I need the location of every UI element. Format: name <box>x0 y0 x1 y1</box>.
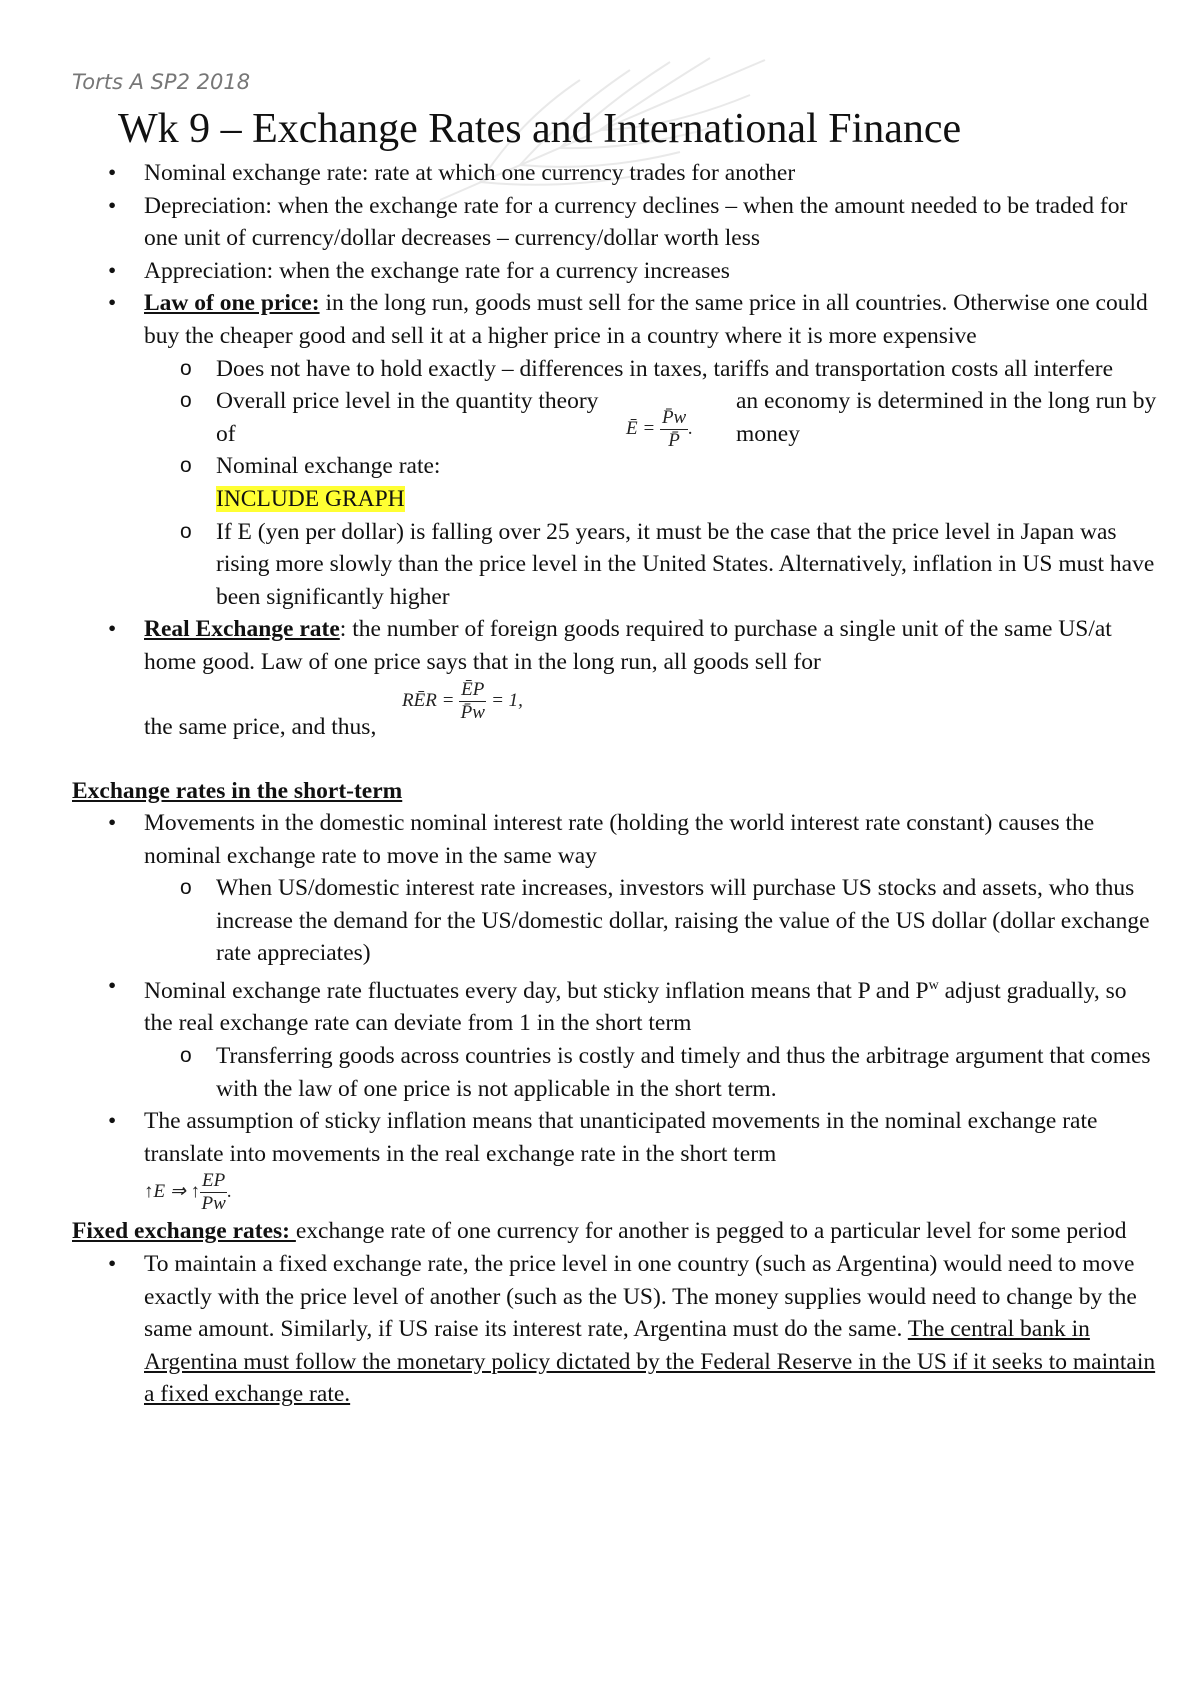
sub-list-item: o Does not have to hold exactly – differences in taxes, tariffs and transportation costs all interfere <box>144 353 1157 386</box>
sub-list-item <box>144 385 1157 450</box>
sub-list-item: o If E (yen per dollar) is falling over 25 years, it must be the case that the price level in Japan was rising more slowly than the price level in the United States. Alternatively, inflation in US must have been significantly higher <box>144 516 1157 614</box>
section-heading-short-term: Exchange rates in the short-term <box>72 777 403 804</box>
list-item: • Appreciation: when the exchange rate for a currency increases <box>72 255 1157 288</box>
list-item: • Depreciation: when the exchange rate for a currency declines – when the amount needed to be traded for one unit of currency/dollar decreases – currency/dollar worth less <box>72 190 1157 255</box>
sublist <box>144 872 1157 970</box>
bullet-icon: • <box>108 973 117 1000</box>
list-item: • The assumption of sticky inflation means that unanticipated movements in the nominal exchange rate translate into movements in the real exchange rate in the short term ↑E ⇒ ↑ $\frac{EP}{Pw}$ . <box>72 1105 1157 1215</box>
bullet-icon: • <box>108 1108 117 1135</box>
sub-list-item: o When US/domestic interest rate increases, investors will purchase US stocks and assets, who thus increase the demand for the US/domestic dollar, raising the value of the US dollar (dollar exchange rate appreciates) <box>144 872 1157 970</box>
split-row: Overall price level in the quantity theory of Ē = $\frac{P̄w}{P̄}$ . an economy is determined in the long run by money <box>216 385 1157 450</box>
bullet-icon: • <box>108 810 117 837</box>
circle-bullet-icon: o <box>180 454 192 478</box>
circle-bullet-icon: o <box>180 389 192 413</box>
formula-nominal-e: Ē = $\frac{P̄w}{P̄}$ . <box>626 407 693 452</box>
section2-list <box>72 807 1157 1215</box>
section-heading-fixed: Fixed exchange rates: <box>72 1218 296 1245</box>
formula-arrow: ↑E ⇒ ↑ $\frac{EP}{Pw}$ . <box>144 1170 232 1215</box>
bullet-icon: • <box>108 257 117 284</box>
bullet-icon: • <box>108 192 117 219</box>
underlined-conclusion: The central bank in Argentina must follow the monetary policy dictated by the Federal Reserve in the US if it seeks to maintain a fixed exchange rate. <box>144 1316 1156 1408</box>
bullet-icon: • <box>108 1251 117 1278</box>
formula-rer: RĒR = $\frac{ĒP}{P̄w}$ = 1, <box>402 678 523 723</box>
list-item: • Nominal exchange rate: rate at which one currency trades for another <box>72 157 1157 190</box>
list-item: • Movements in the domestic nominal interest rate (holding the world interest rate constant) causes the nominal exchange rate to move in the same way o When US/domestic interest rate increases, investors will purchase US stocks and assets, who thus increase the demand for the US/domestic dollar, raising the value of the US dollar (dollar exchange rate appreciates) <box>72 807 1157 970</box>
rer-formula-line: RĒR = $\frac{ĒP}{P̄w}$ = 1, the same price, and thus, <box>144 678 523 740</box>
list-item: • To maintain a fixed exchange rate, the price level in one country (such as Argentina) would need to move exactly with the price level of another (such as the US). The money supplies would need to change by the same amount. Similarly, if US raise its interest rate, Argentina must do the same. The central bank in Argentina must follow the monetary policy dictated by the Federal Reserve in the US if it seeks to maintain a fixed exchange rate. <box>72 1248 1157 1411</box>
section-fixed-exchange: Fixed exchange rates: exchange rate of one currency for another is pegged to a particular level for some period <box>72 1218 1127 1245</box>
circle-bullet-icon: o <box>180 1044 192 1068</box>
circle-bullet-icon: o <box>180 356 192 380</box>
bullet-icon: • <box>108 290 117 317</box>
page-title: Wk 9 – Exchange Rates and International Finance <box>118 106 962 152</box>
circle-bullet-icon: o <box>180 519 192 543</box>
sublist <box>144 353 1157 614</box>
list-item: • Law of one price: in the long run, goods must sell for the same price in all countries. Otherwise one could buy the cheaper good and sell it at a higher price in a country where it is more expensive o Does not have to hold exactly – differences in taxes, tariffs and transportation costs all interfere o Overall price level in the quantity theory of Ē = $\frac{P̄w}{P̄}$ . an economy is determined in the long run by money o Nominal exchange rate: INCLUDE GRAPH o If E (yen per dollar) is falling over 25 years, it must be the case that the price level in Japan was rising more slowly than the price level in the United States. Alternatively, inflation in US must have been significantly higher <box>72 287 1157 613</box>
sub-list-item: o Nominal exchange rate: INCLUDE GRAPH <box>144 450 1157 515</box>
bullet-icon: • <box>108 160 117 186</box>
circle-bullet-icon: o <box>180 876 192 900</box>
bullet-icon: • <box>108 616 117 643</box>
section1-list <box>72 157 1157 679</box>
highlighted-note: INCLUDE GRAPH <box>216 485 405 512</box>
sublist <box>144 1040 1157 1105</box>
section3-list <box>72 1248 1157 1411</box>
list-item: • Nominal exchange rate fluctuates every day, but sticky inflation means that P and $P^w$ adjust gradually, so the real exchange rate can deviate from 1 in the short term o Transferring goods across countries is costly and timely and thus the arbitrage argument that comes with the law of one price is not applicable in the short term. <box>72 970 1157 1105</box>
sub-list-item: o Transferring goods across countries is costly and timely and thus the arbitrage argument that comes with the law of one price is not applicable in the short term. <box>144 1040 1157 1105</box>
document-body <box>72 157 1157 1411</box>
term-real-exchange-rate: Real Exchange rate <box>144 616 340 643</box>
list-item: • Real Exchange rate: the number of foreign goods required to purchase a single unit of the same US/at home good. Law of one price says that in the long run, all goods sell for <box>72 613 1157 678</box>
header-note: Torts A SP2 2018 <box>72 70 251 94</box>
term-law-of-one-price: Law of one price: <box>144 290 320 317</box>
